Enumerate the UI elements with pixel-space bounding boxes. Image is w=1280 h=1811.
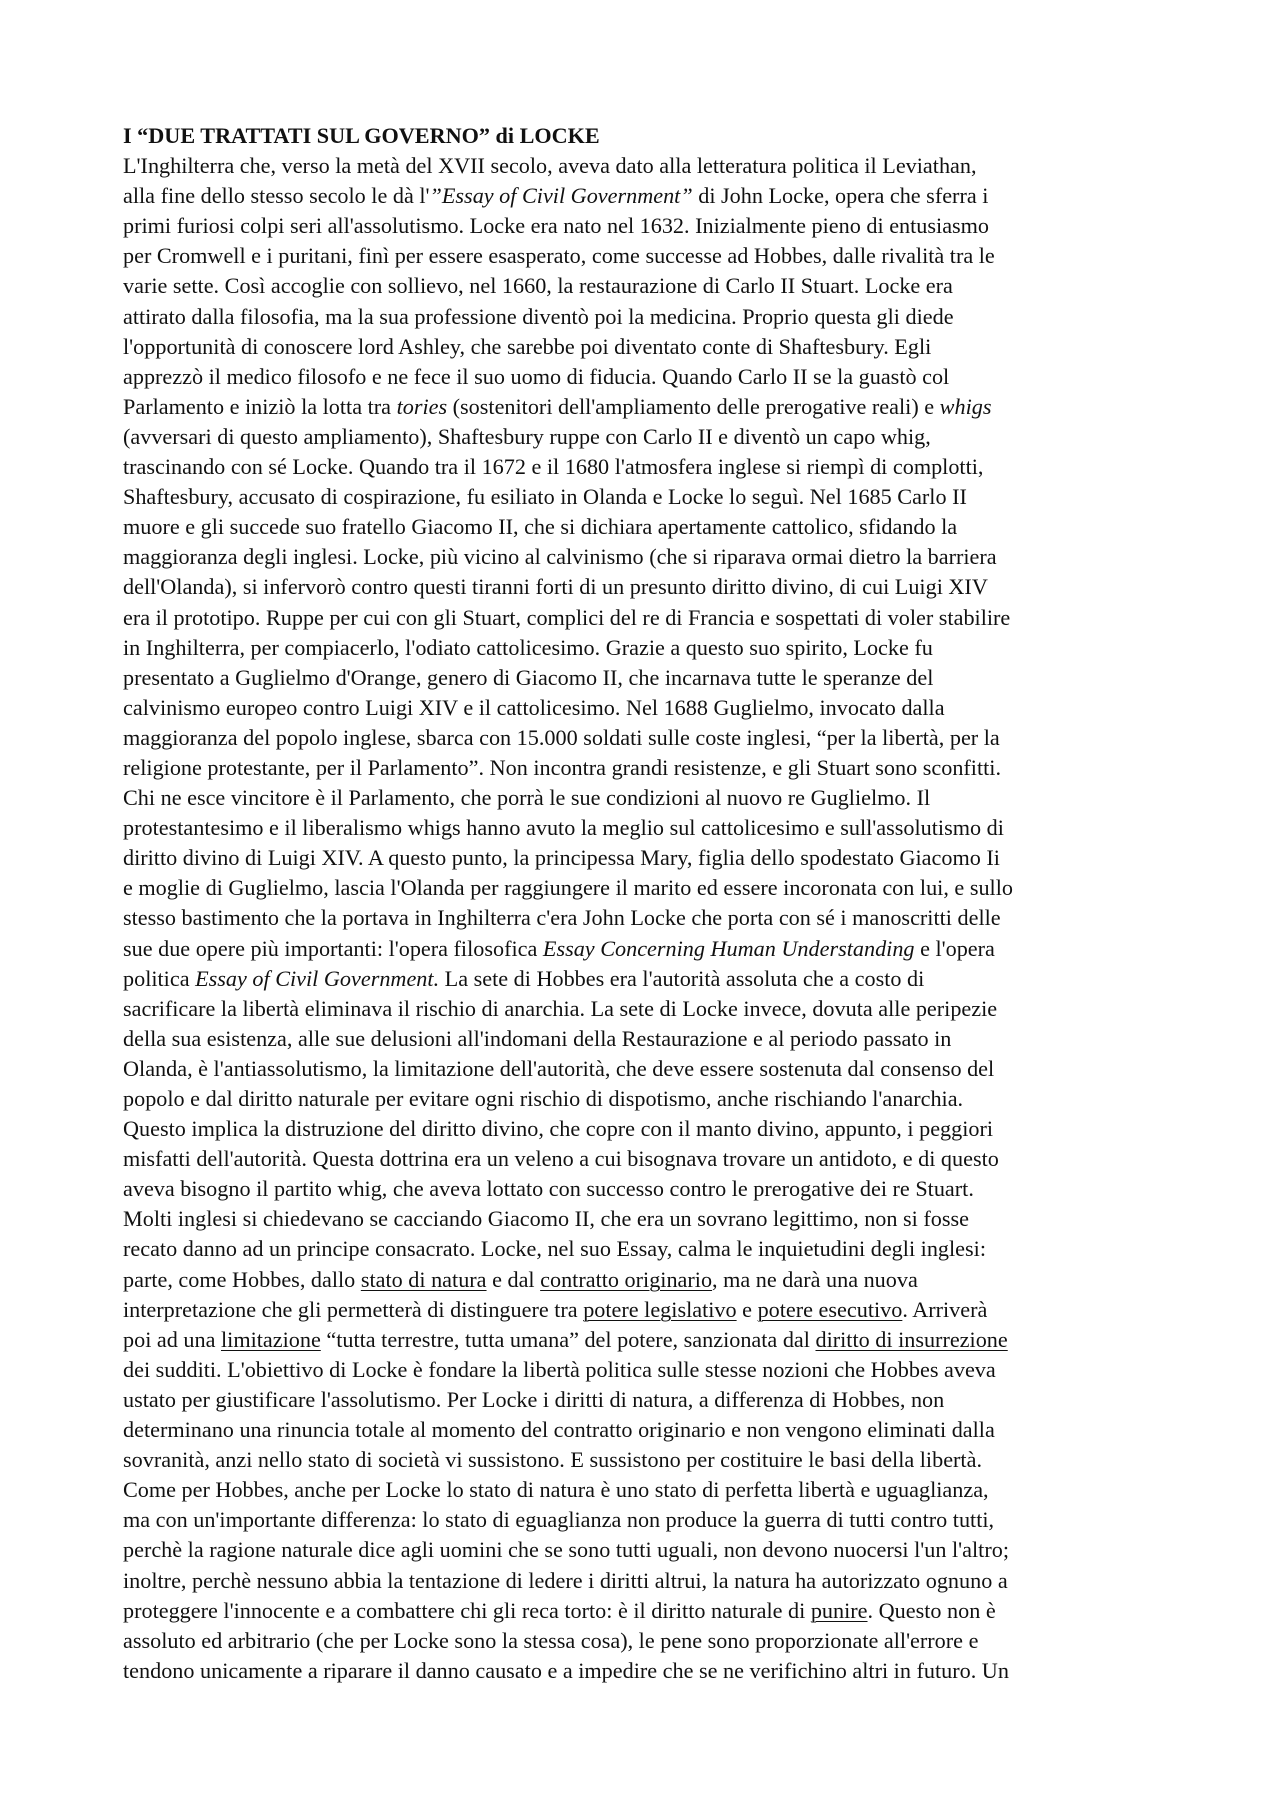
text-run: assoluto ed arbitrario (che per Locke sono la stessa cosa), le pene sono proporzionate all'errore e <box>123 1627 979 1653</box>
text-line <box>123 1024 1168 1054</box>
underlined-text: contratto originario <box>540 1266 713 1292</box>
text-run: diritto divino di Luigi XIV. A questo punto, la principessa Mary, figlia dello spodestato Giacomo Ii <box>123 845 1000 871</box>
text-run: . Questo non è <box>867 1597 996 1623</box>
text-line <box>123 633 1168 663</box>
text-run: e <box>736 1296 758 1322</box>
text-line <box>123 1234 1168 1264</box>
text-run: primi furiosi colpi seri all'assolutismo. Locke era nato nel 1632. Inizialmente pieno di entusiasmo <box>123 213 990 239</box>
text-line <box>123 1505 1168 1535</box>
text-line <box>123 452 1168 482</box>
text-line <box>123 873 1168 903</box>
text-line <box>123 663 1168 693</box>
text-line <box>123 1204 1168 1234</box>
text-line <box>123 1415 1168 1445</box>
text-line <box>123 1656 1168 1686</box>
text-run: Olanda, è l'antiassolutismo, la limitazione dell'autorità, che deve essere sostenuta dal consenso del <box>123 1055 995 1081</box>
text-run: presentato a Guglielmo d'Orange, genero di Giacomo II, che incarnava tutte le speranze del <box>123 664 934 690</box>
italic-text: whigs <box>939 393 992 419</box>
text-line <box>123 1174 1168 1204</box>
underlined-text: potere legislativo <box>583 1296 737 1322</box>
text-run: era il prototipo. Ruppe per cui con gli Stuart, complici del re di Francia e sospettati di voler stabilire <box>123 604 1011 630</box>
text-run: dei sudditi. L'obiettivo di Locke è fondare la libertà politica sulle stesse nozioni che Hobbes aveva <box>123 1356 996 1382</box>
text-line <box>123 542 1168 572</box>
text-run: l'opportunità di conoscere lord Ashley, che sarebbe poi diventato conte di Shaftesbury. Egli <box>123 333 932 359</box>
text-run: Molti inglesi si chiedevano se cacciando Giacomo II, che era un sovrano legittimo, non si fosse <box>123 1206 969 1232</box>
text-run: Shaftesbury, accusato di cospirazione, fu esiliato in Olanda e Locke lo seguì. Nel 1685 Carlo II <box>123 484 967 510</box>
text-line <box>123 603 1168 633</box>
text-line <box>123 271 1168 301</box>
text-line <box>123 1385 1168 1415</box>
italic-text: tories <box>396 393 448 419</box>
underlined-text: punire <box>810 1597 868 1623</box>
text-line <box>123 783 1168 813</box>
text-run: muore e gli succede suo fratello Giacomo II, che si dichiara apertamente cattolico, sfidando la <box>123 514 958 540</box>
text-run: maggioranza del popolo inglese, sbarca con 15.000 soldati sulle coste inglesi, “per la libertà, per la <box>123 724 1000 750</box>
text-run: varie sette. Così accoglie con sollievo, nel 1660, la restaurazione di Carlo II Stuart. Locke era <box>123 273 953 299</box>
text-line <box>123 964 1168 994</box>
text-run: in Inghilterra, per compiacerlo, l'odiato cattolicesimo. Grazie a questo suo spirito, Locke fu <box>123 634 933 660</box>
underlined-text: potere esecutivo <box>757 1296 903 1322</box>
text-run: (avversari di questo ampliamento), Shaftesbury ruppe con Carlo II e diventò un capo whig, <box>123 423 931 449</box>
text-line <box>123 1596 1168 1626</box>
document-page <box>123 121 1168 1686</box>
underlined-text: stato di natura <box>360 1266 487 1292</box>
text-run: perchè la ragione naturale dice agli uomini che se sono tutti uguali, non devono nuocersi l'un l'altro; <box>123 1537 1009 1563</box>
italic-text: ”Essay of Civil Government” <box>429 183 693 209</box>
underlined-text: limitazione <box>220 1326 321 1352</box>
text-run: misfatti dell'autorità. Questa dottrina era un veleno a cui bisognava trovare un antidoto, e di questo <box>123 1146 999 1172</box>
text-run: dell'Olanda), si infervorò contro questi tiranni forti di un presunto diritto divino, di cui Luigi XIV <box>123 574 988 600</box>
text-line <box>123 903 1168 933</box>
text-line <box>123 1325 1168 1355</box>
text-run: apprezzò il medico filosofo e ne fece il suo uomo di fiducia. Quando Carlo II se la guastò col <box>123 363 950 389</box>
text-run: determinano una rinuncia totale al momento del contratto originario e non vengono eliminati dalla <box>123 1417 995 1443</box>
text-run: e moglie di Guglielmo, lascia l'Olanda per raggiungere il marito ed essere incoronata con lui, e sullo <box>123 875 1013 901</box>
text-run: interpretazione che gli permetterà di distinguere tra <box>123 1296 584 1322</box>
text-line <box>123 302 1168 332</box>
text-run: poi ad una <box>123 1326 221 1352</box>
text-run: religione protestante, per il Parlamento”. Non incontra grandi resistenze, e gli Stuart sono sconfitti. <box>123 754 1002 780</box>
italic-text: Essay of Civil Government. <box>195 965 440 991</box>
text-run: Chi ne esce vincitore è il Parlamento, che porrà le sue condizioni al nuovo re Guglielmo. Il <box>123 785 931 811</box>
text-line <box>123 151 1168 181</box>
text-line <box>123 1054 1168 1084</box>
text-run: ustato per giustificare l'assolutismo. Per Locke i diritti di natura, a differenza di Hobbes, non <box>123 1386 945 1412</box>
text-line <box>123 693 1168 723</box>
text-run: di John Locke, opera che sferra i <box>692 183 989 209</box>
text-run: , ma ne darà una nuova <box>712 1266 918 1292</box>
text-line <box>123 1144 1168 1174</box>
text-run: per Cromwell e i puritani, finì per essere esasperato, come successe ad Hobbes, dalle rivalità tra le <box>123 243 995 269</box>
text-run: Parlamento e iniziò la lotta tra <box>123 393 397 419</box>
text-line <box>123 211 1168 241</box>
text-run: “tutta terrestre, tutta umana” del potere, sanzionata dal <box>320 1326 816 1352</box>
text-run: parte, come Hobbes, dallo <box>123 1266 361 1292</box>
text-line <box>123 362 1168 392</box>
document-title: I “DUE TRATTATI SUL GOVERNO” di LOCKE <box>123 123 600 148</box>
text-run: L'Inghilterra che, verso la metà del XVII secolo, aveva dato alla letteratura politica il Leviathan, <box>123 153 977 179</box>
italic-text: Essay Concerning Human Understanding <box>542 935 915 961</box>
text-run: e dal <box>486 1266 541 1292</box>
text-line <box>123 843 1168 873</box>
text-run: popolo e dal diritto naturale per evitare ogni rischio di dispotismo, anche rischiando l'anarchia. <box>123 1086 964 1111</box>
text-line <box>123 994 1168 1024</box>
document-body <box>123 151 1168 1686</box>
text-line <box>123 572 1168 602</box>
text-run: tendono unicamente a riparare il danno causato e a impedire che se ne verifichino altri in futuro. Un <box>123 1657 1009 1683</box>
text-line <box>123 934 1168 964</box>
text-run: attirato dalla filosofia, ma la sua professione diventò poi la medicina. Proprio questa gli diede <box>123 303 954 329</box>
text-run: Come per Hobbes, anche per Locke lo stato di natura è uno stato di perfetta libertà e uguaglianza, <box>123 1477 989 1503</box>
text-line <box>123 753 1168 783</box>
text-run: stesso bastimento che la portava in Inghilterra c'era John Locke che porta con sé i manoscritti delle <box>123 905 1001 931</box>
text-run: La sete di Hobbes era l'autorità assoluta che a costo di <box>439 965 925 991</box>
text-run: recato danno ad un principe consacrato. Locke, nel suo Essay, calma le inquietudini degli inglesi: <box>123 1236 986 1262</box>
text-line <box>123 1355 1168 1385</box>
text-run: politica <box>123 965 196 991</box>
text-run: trascinando con sé Locke. Quando tra il 1672 e il 1680 l'atmosfera inglese si riempì di complotti, <box>123 454 984 480</box>
text-run: maggioranza degli inglesi. Locke, più vicino al calvinismo (che si riparava ormai dietro la barriera <box>123 544 997 570</box>
text-run: Questo implica la distruzione del diritto divino, che copre con il manto divino, appunto, i peggiori <box>123 1116 994 1142</box>
text-line <box>123 392 1168 422</box>
text-line <box>123 1445 1168 1475</box>
text-line <box>123 181 1168 211</box>
text-line <box>123 332 1168 362</box>
text-line <box>123 723 1168 753</box>
text-line <box>123 1295 1168 1325</box>
text-line <box>123 512 1168 542</box>
text-line <box>123 482 1168 512</box>
text-run: ma con un'importante differenza: lo stato di eguaglianza non produce la guerra di tutti contro tutti, <box>123 1507 995 1533</box>
text-run: . Arriverà <box>902 1296 988 1322</box>
underlined-text: diritto di insurrezione <box>815 1326 1008 1352</box>
text-run: della sua esistenza, alle sue delusioni all'indomani della Restaurazione e al periodo passato in <box>123 1025 952 1051</box>
text-run: proteggere l'innocente e a combattere chi gli reca torto: è il diritto naturale di <box>123 1597 811 1623</box>
text-run: aveva bisogno il partito whig, che aveva lottato con successo contro le prerogative dei re Stuart. <box>123 1176 974 1202</box>
text-run: sovranità, anzi nello stato di società vi sussistono. E sussistono per costituire le basi della libertà. <box>123 1447 982 1473</box>
text-line <box>123 1535 1168 1565</box>
text-run: alla fine dello stesso secolo le dà l' <box>123 183 430 209</box>
text-line <box>123 422 1168 452</box>
text-run: sue due opere più importanti: l'opera filosofica <box>123 935 543 961</box>
text-line <box>123 1475 1168 1505</box>
text-run: inoltre, perchè nessuno abbia la tentazione di ledere i diritti altrui, la natura ha autorizzato ognuno a <box>123 1567 1008 1593</box>
text-line <box>123 1084 1168 1114</box>
text-run: protestantesimo e il liberalismo whigs hanno avuto la meglio sul cattolicesimo e sull'assolutismo di <box>123 815 1004 841</box>
text-run: sacrificare la libertà eliminava il rischio di anarchia. La sete di Locke invece, dovuta alle peripezie <box>123 995 998 1021</box>
text-line <box>123 1265 1168 1295</box>
text-run: (sostenitori dell'ampliamento delle prerogative reali) e <box>447 393 940 419</box>
text-run: e l'opera <box>914 935 995 961</box>
text-line <box>123 1566 1168 1596</box>
text-line <box>123 1114 1168 1144</box>
text-line <box>123 813 1168 843</box>
text-line <box>123 1626 1168 1656</box>
text-line <box>123 241 1168 271</box>
text-run: calvinismo europeo contro Luigi XIV e il cattolicesimo. Nel 1688 Guglielmo, invocato dalla <box>123 694 945 720</box>
